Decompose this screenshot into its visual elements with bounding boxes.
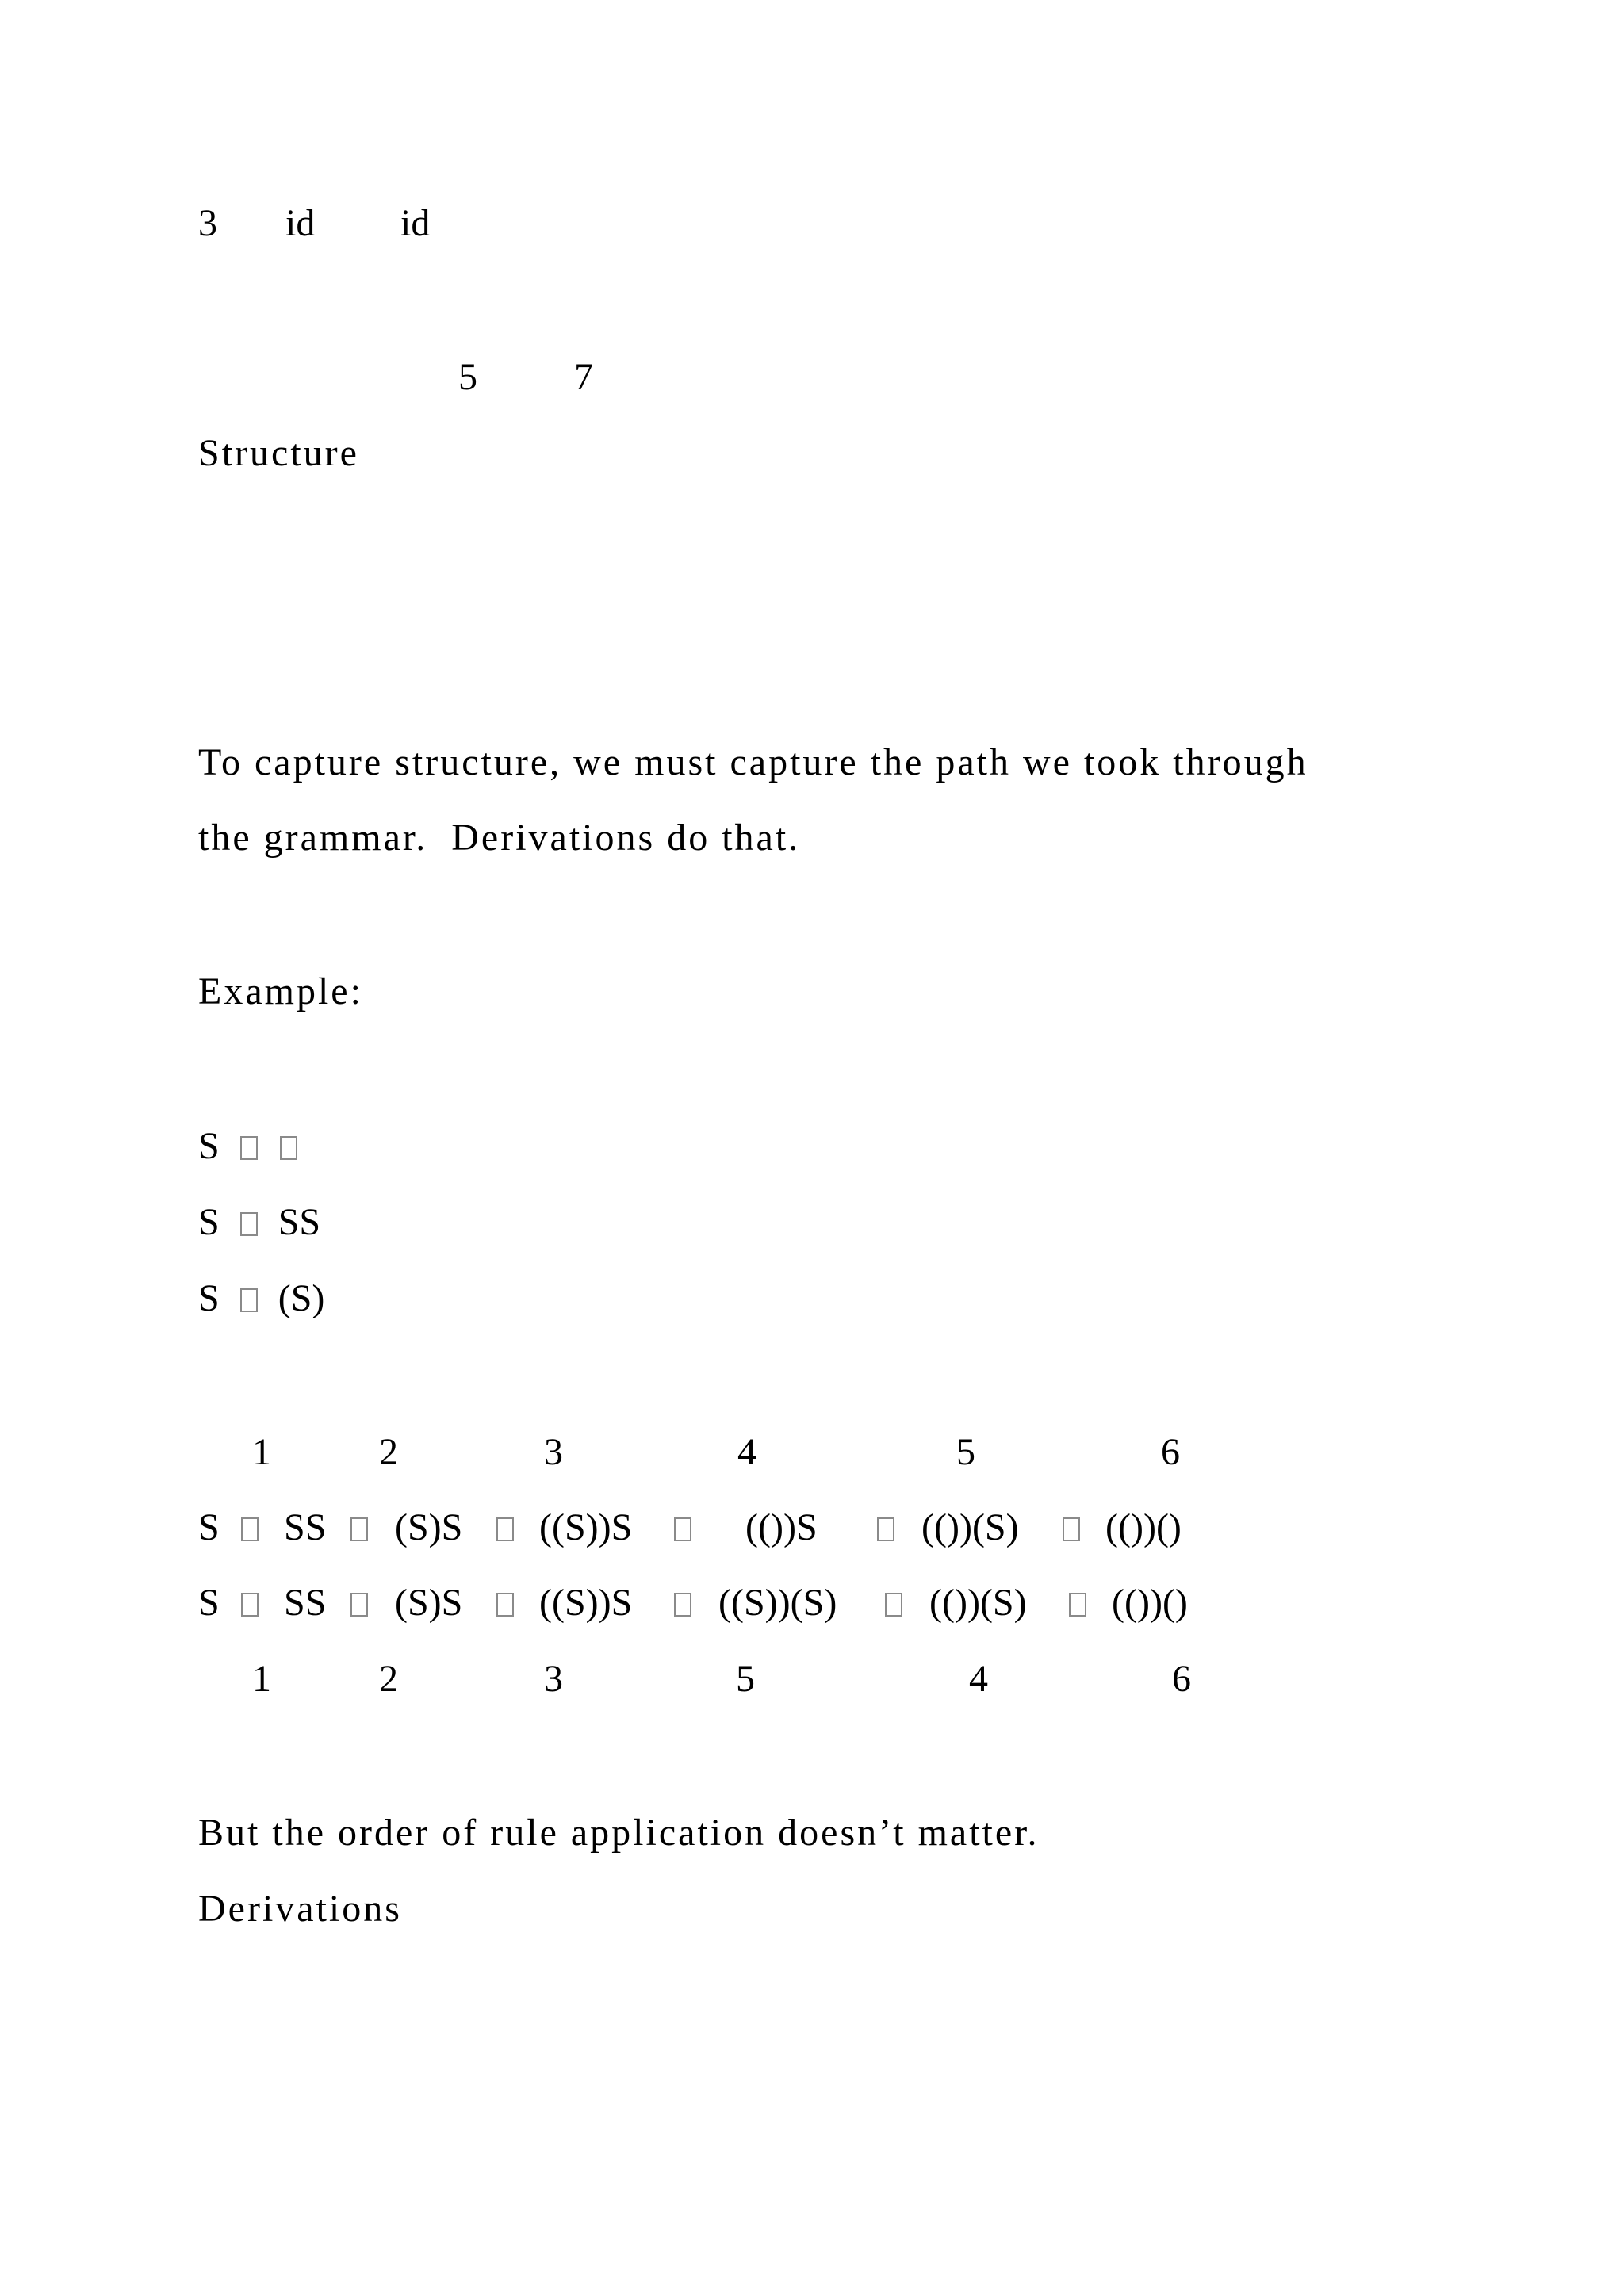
arrow-glyph-icon xyxy=(1061,1509,1082,1547)
arrow-glyph-icon xyxy=(495,1584,515,1622)
derivation2-form: (S)S xyxy=(395,1582,463,1624)
derivation2-form: SS xyxy=(284,1582,327,1624)
arrow-glyph-icon xyxy=(875,1509,896,1547)
arrow-glyph-icon xyxy=(1067,1584,1088,1622)
arrow-glyph-icon xyxy=(349,1509,370,1547)
derivation2-form: (())(S) xyxy=(929,1582,1027,1624)
arrow-glyph-icon xyxy=(239,1509,260,1547)
arrow-glyph-icon xyxy=(239,1584,260,1622)
rule-3 xyxy=(198,1277,325,1319)
fragment-id-2: id xyxy=(400,202,431,244)
fragment-id-1: id xyxy=(285,202,316,244)
derivation1-step-number: 3 xyxy=(544,1431,563,1473)
closing-line: But the order of rule application doesn’t matter. xyxy=(198,1812,1040,1854)
arrow-glyph-icon xyxy=(240,1136,258,1160)
example-label: Example: xyxy=(198,970,363,1012)
derivation2-step-number: 2 xyxy=(379,1658,398,1700)
fragment-number-3: 3 xyxy=(198,202,217,244)
derivation1-form: (S)S xyxy=(395,1506,463,1548)
rule-1 xyxy=(198,1127,299,1165)
derivation2-form: S xyxy=(198,1582,220,1624)
arrow-glyph-icon xyxy=(349,1584,370,1622)
fragment-number-7: 7 xyxy=(574,356,593,398)
rule-rhs: SS xyxy=(278,1201,321,1243)
arrow-glyph-icon xyxy=(672,1509,693,1547)
rule-rhs: (S) xyxy=(278,1277,325,1319)
derivation1-step-number: 6 xyxy=(1161,1431,1180,1473)
paragraph-line-2: the grammar. Derivations do that. xyxy=(198,817,801,859)
derivation2-step-number: 1 xyxy=(252,1658,271,1700)
derivation1-form: S xyxy=(198,1506,220,1548)
derivation1-form: (())() xyxy=(1105,1506,1182,1548)
epsilon-glyph-icon xyxy=(280,1136,297,1160)
derivation1-form: SS xyxy=(284,1506,327,1548)
derivation2-form: ((S))S xyxy=(539,1582,633,1624)
derivation1-step-number: 5 xyxy=(956,1431,975,1473)
derivation2-form: (())() xyxy=(1112,1582,1188,1624)
rule-lhs: S xyxy=(198,1277,220,1319)
rule-2 xyxy=(198,1203,320,1242)
arrow-glyph-icon xyxy=(495,1509,515,1547)
derivation2-form: ((S))(S) xyxy=(718,1582,837,1624)
derivation1-step-number: 4 xyxy=(737,1431,756,1473)
arrow-glyph-icon xyxy=(240,1288,258,1312)
arrow-glyph-icon xyxy=(240,1212,258,1236)
derivation1-form: ((S))S xyxy=(539,1506,633,1548)
rule-lhs: S xyxy=(198,1125,220,1167)
derivation1-form: (())(S) xyxy=(921,1506,1019,1548)
arrow-glyph-icon xyxy=(883,1584,904,1622)
derivation2-step-number: 6 xyxy=(1172,1658,1191,1700)
derivation1-step-number: 2 xyxy=(379,1431,398,1473)
derivation2-step-number: 4 xyxy=(969,1658,988,1700)
derivation2-step-number: 5 xyxy=(736,1658,755,1700)
derivation1-form: (())S xyxy=(745,1506,818,1548)
rule-lhs: S xyxy=(198,1201,220,1243)
arrow-glyph-icon xyxy=(672,1584,693,1622)
fragment-number-5: 5 xyxy=(458,356,477,398)
derivation2-step-number: 3 xyxy=(544,1658,563,1700)
heading-structure: Structure xyxy=(198,432,359,474)
heading-derivations: Derivations xyxy=(198,1888,402,1930)
derivation1-step-number: 1 xyxy=(252,1431,271,1473)
paragraph-line-1: To capture structure, we must capture the path we took through xyxy=(198,741,1308,783)
